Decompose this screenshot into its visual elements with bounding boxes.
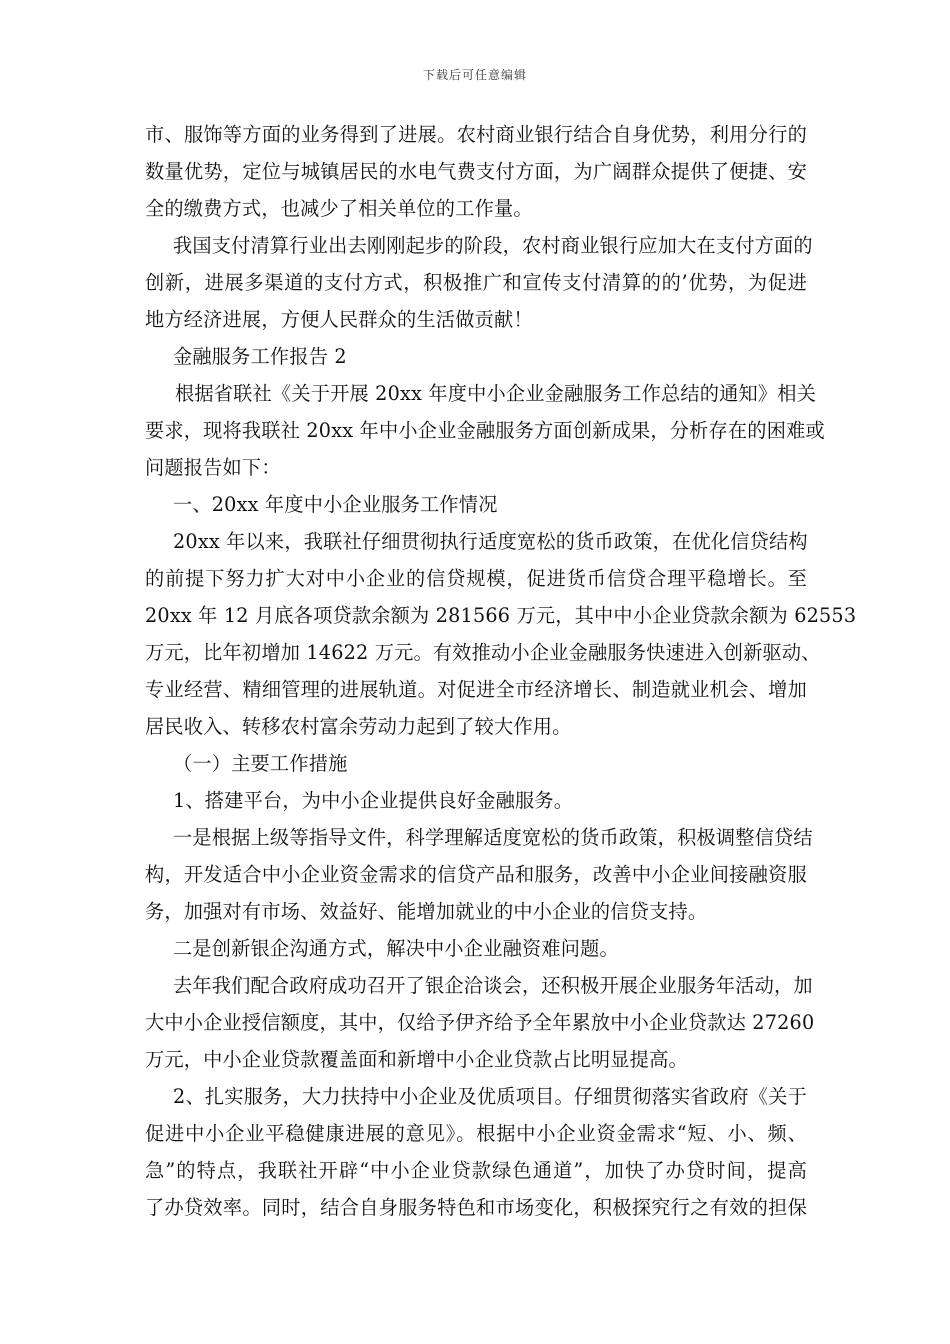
body-line: 大中小企业授信额度，其中，仅给予伊齐给予全年累放中小企业贷款达 27260 bbox=[145, 1011, 815, 1034]
body-line: 我国支付清算行业出去刚刚起步的阶段，农村商业银行应加大在支付方面的 bbox=[173, 234, 813, 257]
body-line: 居民收入、转移农村富余劳动力起到了较大作用。 bbox=[145, 715, 572, 738]
subsection-heading: （一）主要工作措施 bbox=[173, 752, 348, 775]
body-line: 数量优势，定位与城镇居民的水电气费支付方面，为广阔群众提供了便捷、安 bbox=[145, 160, 807, 183]
body-line: 根据省联社《关于开展 20xx 年度中小企业金融服务工作总结的通知》相关 bbox=[175, 382, 817, 405]
body-line: 20xx 年 12 月底各项贷款余额为 281566 万元，其中中小企业贷款余额为 62553 bbox=[145, 604, 857, 627]
body-line: 市、服饰等方面的业务得到了进展。农村商业银行结合自身优势，利用分行的 bbox=[145, 123, 807, 146]
body-line: 的前提下努力扩大对中小企业的信贷规模，促进货币信贷合理平稳增长。至 bbox=[145, 567, 807, 590]
body-line: 万元，中小企业贷款覆盖面和新增中小企业贷款占比明显提高。 bbox=[145, 1048, 688, 1071]
body-line: 20xx 年以来，我联社仔细贯彻执行适度宽松的货币政策，在优化信贷结构 bbox=[173, 530, 808, 553]
body-line: 问题报告如下： bbox=[145, 456, 281, 479]
header-note: 下载后可任意编辑 bbox=[422, 68, 527, 82]
body-line: 地方经济进展，方便人民群众的生活做贡献！ bbox=[145, 308, 533, 331]
body-line: 专业经营、精细管理的进展轨道。对促进全市经济增长、制造就业机会、增加 bbox=[145, 678, 807, 701]
body-line: 2、扎实服务，大力扶持中小企业及优质项目。仔细贯彻落实省政府《关于 bbox=[173, 1085, 807, 1108]
document-body bbox=[145, 116, 857, 1226]
body-line: 一是根据上级等指导文件，科学理解适度宽松的货币政策，积极调整信贷结 bbox=[173, 826, 813, 849]
section-heading: 一、20xx 年度中小企业服务工作情况 bbox=[173, 493, 498, 516]
body-line: 1、搭建平台，为中小企业提供良好金融服务。 bbox=[173, 789, 574, 812]
body-line: 要求，现将我联社 20xx 年中小企业金融服务方面创新成果，分析存在的困难或 bbox=[145, 419, 825, 442]
body-line: 构，开发适合中小企业资金需求的信贷产品和服务，改善中小企业间接融资服 bbox=[145, 863, 807, 886]
body-line: 去年我们配合政府成功召开了银企洽谈会，还积极开展企业服务年活动，加 bbox=[173, 974, 813, 997]
body-line: 二是创新银企沟通方式，解决中小企业融资难问题。 bbox=[173, 937, 619, 960]
body-line: 了办贷效率。同时，结合自身服务特色和市场变化，积极探究行之有效的担保 bbox=[145, 1196, 807, 1219]
body-line: 全的缴费方式，也减少了相关单位的工作量。 bbox=[145, 197, 533, 220]
section-title: 金融服务工作报告 2 bbox=[173, 345, 347, 368]
body-line: 促进中小企业平稳健康进展的意见》。根据中小企业资金需求“短、小、频、 bbox=[145, 1122, 807, 1145]
body-line: 急”的特点，我联社开辟“中小企业贷款绿色通道”，加快了办贷时间，提高 bbox=[145, 1159, 807, 1182]
body-line: 务，加强对有市场、效益好、能增加就业的中小企业的信贷支持。 bbox=[145, 900, 708, 923]
body-line: 创新，进展多渠道的支付方式，积极推广和宣传支付清算的的’优势，为促进 bbox=[145, 271, 807, 294]
body-line: 万元，比年初增加 14622 万元。有效推动小企业金融服务快速进入创新驱动、 bbox=[145, 641, 821, 664]
